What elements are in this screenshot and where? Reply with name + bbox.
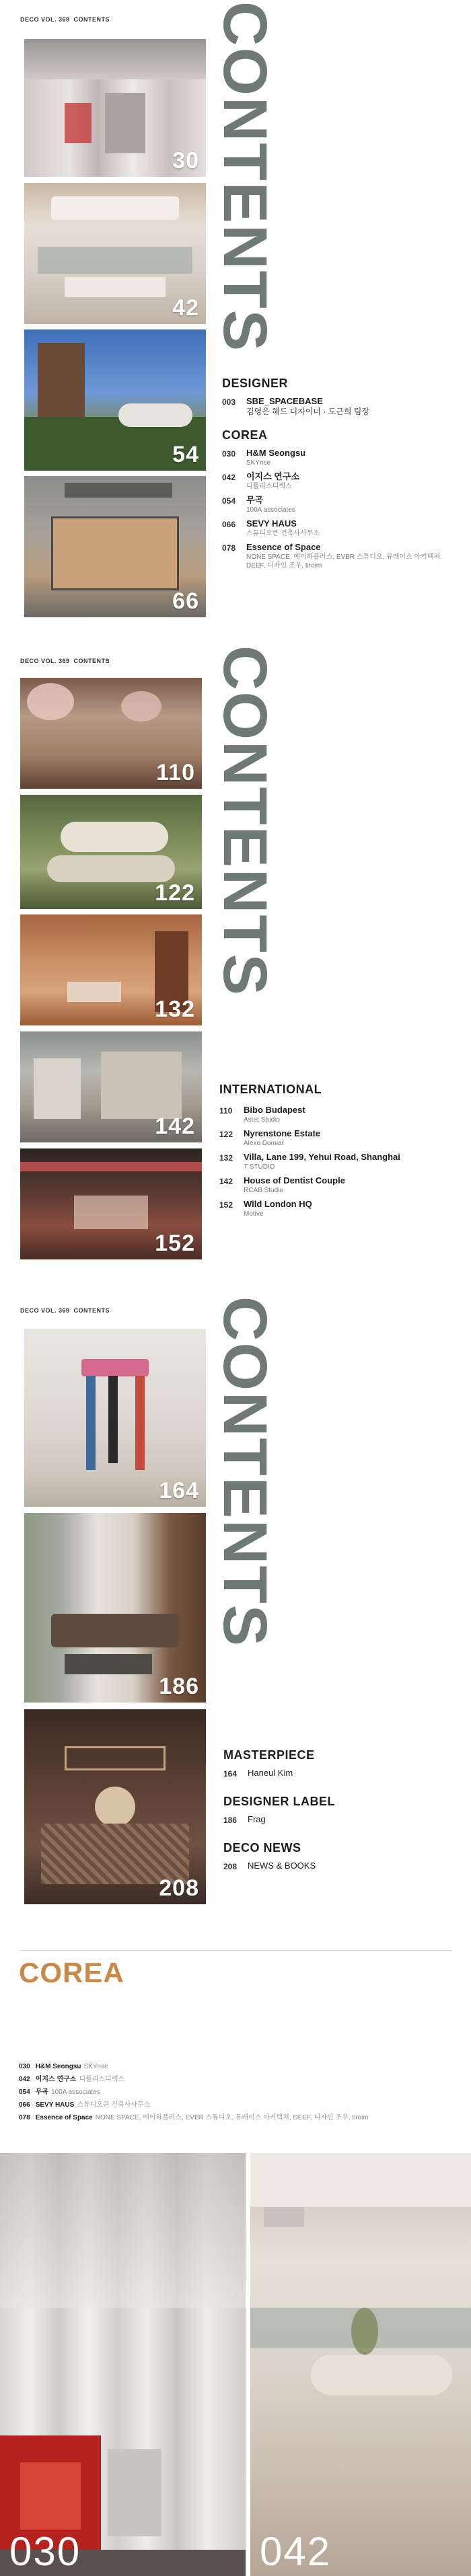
toc-entry[interactable] [222, 471, 451, 491]
toc-entry[interactable] [219, 1128, 455, 1148]
section-masterpiece [223, 1748, 452, 1779]
entry-page-number: 208 [223, 1862, 238, 1871]
contents-title: CONTENTS [211, 1, 279, 352]
entry-subtitle: Motive [244, 1210, 264, 1218]
toc-entry[interactable] [223, 1814, 452, 1825]
photo-page-30[interactable] [24, 39, 206, 177]
entry-page-number: 042 [222, 473, 236, 483]
page-number-label: 142 [155, 1114, 195, 1139]
page-number-label: 208 [159, 1875, 199, 1901]
toc-entry[interactable] [222, 396, 451, 416]
toc-list [222, 377, 451, 575]
photo-page-042[interactable] [250, 2153, 471, 2576]
page-number-label: 164 [159, 1478, 199, 1504]
list-item[interactable]: 078 Essence of Space NONE SPACE, 에이하플러스, EVBR 스튜디오, 뮤레이스 아키텍쳐, DEEF, 디자인 조우, tiroim [19, 2114, 369, 2121]
page-number-label: 110 [156, 760, 195, 785]
list-item[interactable]: 030 H&M Seongsu SKYnse [19, 2063, 108, 2070]
entry-title: Wild London HQ [244, 1199, 312, 1210]
entry-page-number: 142 [219, 1177, 233, 1187]
photo-page-030[interactable] [0, 2153, 246, 2576]
page-number-label: 132 [155, 997, 195, 1022]
entry-title: Nyrenstone Estate [244, 1128, 321, 1139]
entry-subtitle: NONE SPACE, 에이하플러스, EVBR 스튜디오, 뮤레이스 아키텍쳐, DEEF, 디자인 조우, tiroim [246, 553, 442, 570]
entry-page-number: 078 [222, 543, 236, 553]
section-heading: DESIGNER [222, 377, 289, 390]
entry-page-number: 003 [222, 397, 236, 407]
entry-subtitle: Astet Studio [244, 1116, 280, 1124]
toc-entry[interactable] [222, 495, 451, 514]
page-number-label: 30 [172, 148, 199, 173]
divider [19, 1950, 452, 1951]
photo-page-110[interactable] [20, 678, 202, 789]
entry-title: NEWS & BOOKS [248, 1861, 316, 1871]
entry-title: SBE_SPACEBASE [246, 396, 323, 406]
entry-subtitle: 100A associates [246, 506, 295, 514]
list-item[interactable]: 054 무곡 100A associates [19, 2089, 100, 2096]
page-number-label: 42 [172, 295, 199, 321]
photo-page-164[interactable] [24, 1329, 206, 1507]
running-head: DECO VOL. 369 CONTENTS [20, 16, 110, 23]
contents-page-2 [0, 646, 471, 1271]
entry-page-number: 164 [223, 1769, 238, 1779]
toc-entry[interactable] [223, 1861, 452, 1871]
list-item[interactable]: 042 이지스 연구소 디폴리스디렉스 [19, 2076, 125, 2083]
contents-title: CONTENTS [211, 646, 279, 997]
section-heading: COREA [222, 428, 268, 442]
entry-subtitle: 김영은 헤드 디자이너 · 도근희 팀장 [246, 406, 369, 416]
entry-title: 이지스 연구소 [246, 471, 299, 482]
section-heading: DECO NEWS [223, 1841, 301, 1855]
page-number-label: 66 [172, 588, 199, 614]
contents-page-1 [0, 0, 471, 625]
entry-subtitle: T STUDIO [244, 1163, 275, 1171]
page-number-label: 030 [9, 2529, 81, 2574]
toc-entry[interactable] [222, 448, 451, 467]
entry-page-number: 132 [219, 1153, 233, 1163]
toc-entry[interactable] [219, 1105, 455, 1124]
corea-list [19, 2063, 456, 2124]
section-corea [222, 428, 451, 571]
entry-title: Haneul Kim [248, 1768, 293, 1778]
entry-subtitle: 디폴리스디렉스 [246, 482, 292, 490]
entry-subtitle: 스튜디오큰 건축사사무소 [246, 529, 320, 537]
corea-heading: COREA [19, 1957, 124, 1988]
photo-page-42[interactable] [24, 183, 206, 324]
toc-entry[interactable] [219, 1152, 455, 1171]
toc-entry[interactable] [219, 1199, 455, 1218]
entry-title: Frag [248, 1814, 266, 1824]
toc-entry[interactable] [222, 518, 451, 538]
page-number-label: 042 [260, 2529, 332, 2574]
section-designer [222, 377, 451, 416]
photo-page-142[interactable] [20, 1031, 202, 1142]
photo-page-208[interactable] [24, 1709, 206, 1904]
entry-title: SEVY HAUS [246, 518, 297, 529]
running-head: DECO VOL. 369 CONTENTS [20, 1307, 110, 1314]
contents-title: CONTENTS [211, 1296, 279, 1647]
page-number-label: 186 [159, 1674, 199, 1699]
entry-subtitle: SKYnse [246, 459, 271, 467]
list-item[interactable]: 066 SEVY HAUS 스튜디오큰 건축사사무소 [19, 2101, 151, 2109]
page-number-label: 122 [155, 880, 195, 906]
page-number-label: 54 [172, 442, 199, 467]
contents-page-3 [0, 1291, 471, 1916]
entry-title: 무곡 [246, 495, 264, 506]
corea-section [0, 1916, 471, 2576]
section-heading: DESIGNER LABEL [223, 1795, 336, 1808]
entry-title: Essence of Space [246, 542, 321, 553]
photo-page-54[interactable] [24, 329, 206, 471]
toc-entry[interactable] [222, 542, 451, 571]
section-designer-label [223, 1795, 452, 1825]
page-number-label: 152 [155, 1231, 195, 1256]
entry-page-number: 122 [219, 1130, 233, 1140]
section-heading: MASTERPIECE [223, 1748, 315, 1762]
toc-list [223, 1748, 452, 1875]
entry-page-number: 054 [222, 496, 236, 506]
entry-title: House of Dentist Couple [244, 1175, 345, 1186]
entry-title: H&M Seongsu [246, 447, 306, 458]
running-head: DECO VOL. 369 CONTENTS [20, 658, 110, 664]
photo-page-66[interactable] [24, 476, 206, 617]
entry-page-number: 066 [222, 520, 236, 530]
entry-subtitle: Alexo Domiar [244, 1139, 285, 1147]
entry-page-number: 186 [223, 1816, 238, 1825]
entry-title: Villa, Lane 199, Yehui Road, Shanghai [244, 1152, 400, 1163]
toc-list [219, 1083, 455, 1222]
entry-subtitle: RCAB Studio [244, 1186, 283, 1194]
photo-page-122[interactable] [20, 795, 202, 909]
photo-page-186[interactable] [24, 1513, 206, 1703]
photo-page-152[interactable] [20, 1148, 202, 1259]
toc-entry[interactable] [223, 1768, 452, 1779]
entry-page-number: 152 [219, 1200, 233, 1210]
entry-page-number: 030 [222, 448, 236, 459]
section-heading: INTERNATIONAL [219, 1083, 322, 1096]
photo-page-132[interactable] [20, 914, 202, 1025]
entry-title: Bibo Budapest [244, 1105, 305, 1115]
toc-entry[interactable] [219, 1175, 455, 1195]
entry-page-number: 110 [219, 1106, 233, 1116]
section-deco-news [223, 1841, 452, 1871]
